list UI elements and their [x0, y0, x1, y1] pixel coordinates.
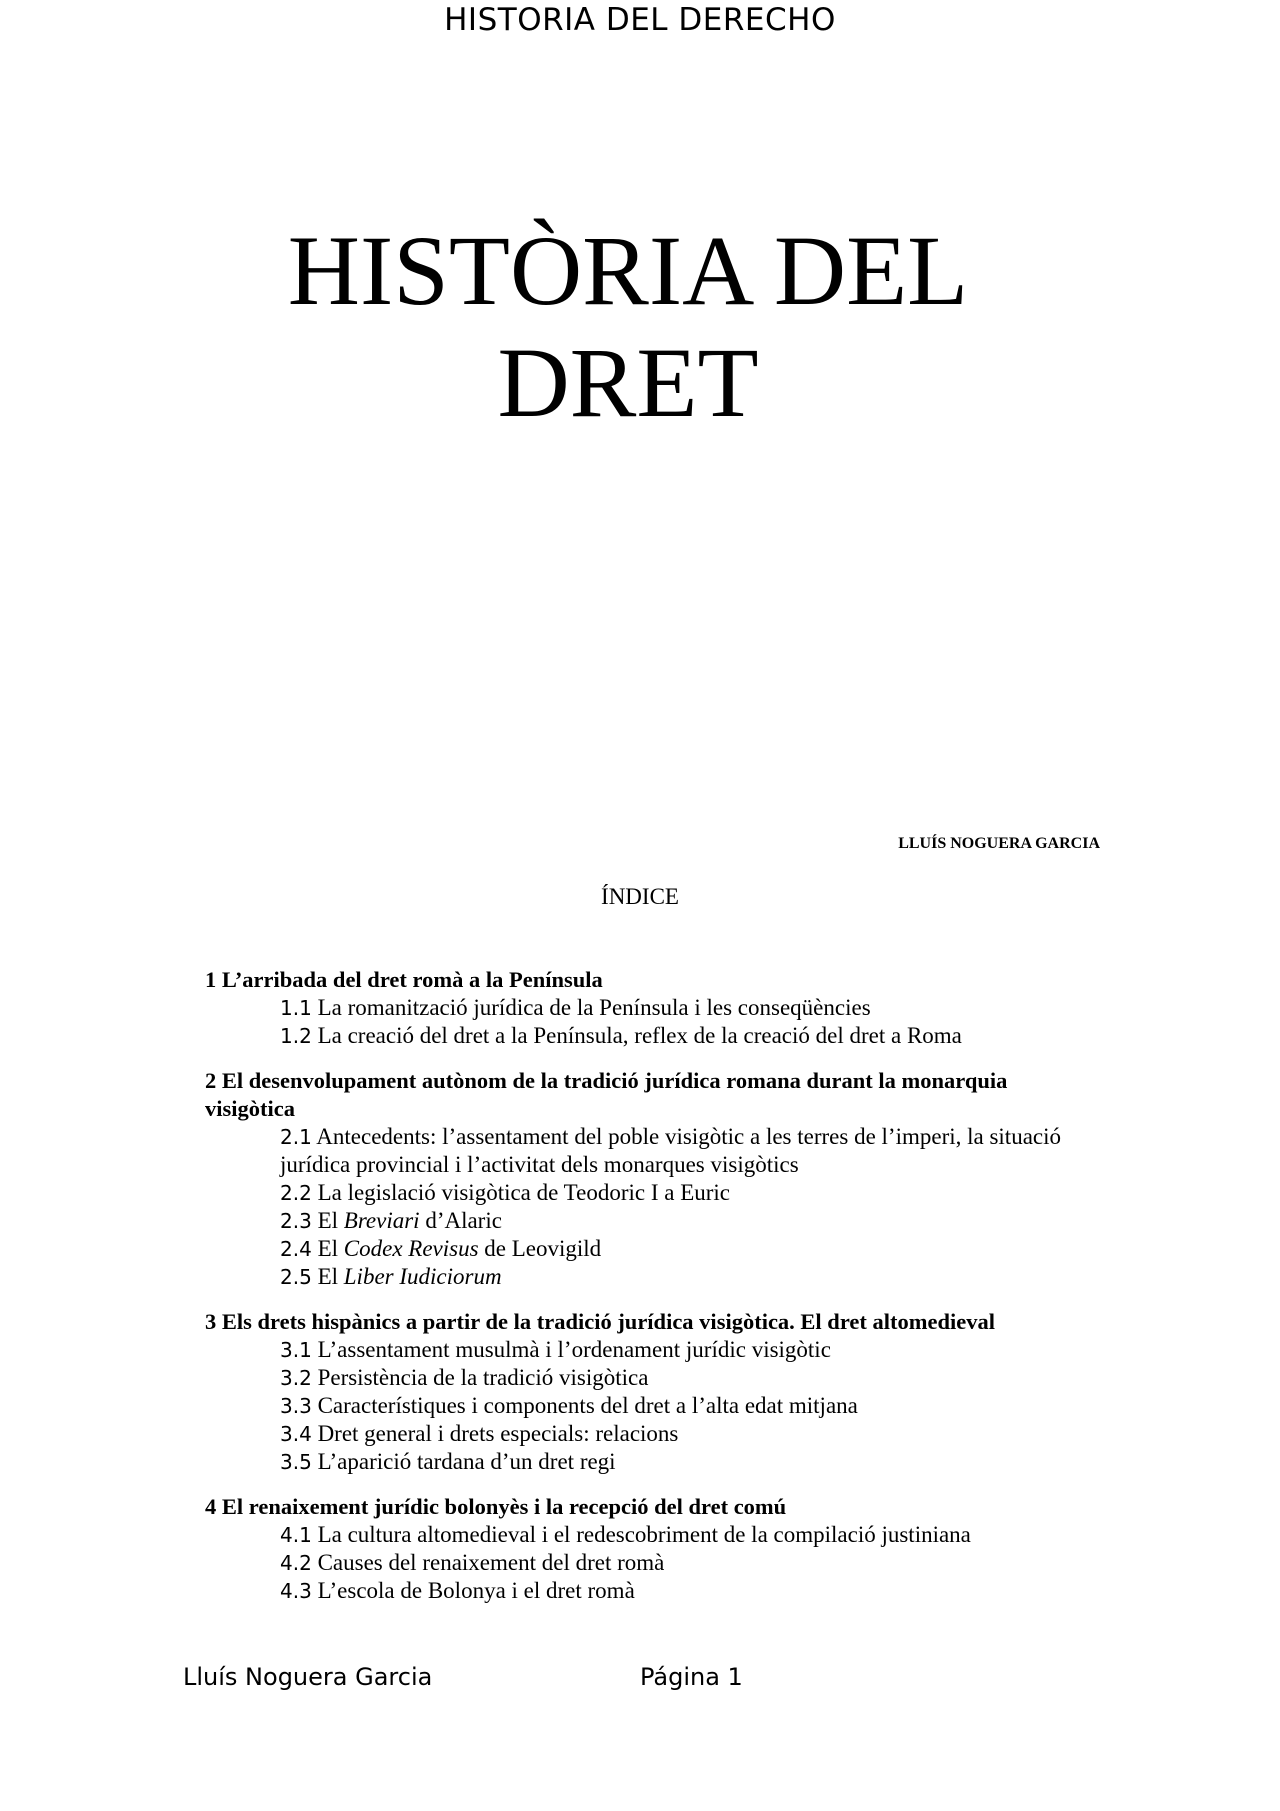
toc-item: [205, 994, 1085, 1022]
toc-item: [205, 1521, 1085, 1549]
toc-item-number: 3.1: [280, 1338, 312, 1362]
toc-section: [205, 1308, 1085, 1476]
toc-item-text: de Leovigild: [478, 1236, 602, 1261]
toc-item: [205, 1263, 1085, 1291]
toc-section: [205, 1493, 1085, 1605]
toc-section-title: 4 El renaixement jurídic bolonyès i la recepció del dret comú: [205, 1494, 787, 1519]
toc-item-text: La cultura altomedieval i el redescobriment de la compilació justiniana: [317, 1522, 971, 1547]
index-heading: ÍNDICE: [601, 884, 679, 909]
toc-item-text: Antecedents: l’assentament del poble visigòtic a les terres de l’imperi, la situació jurídica provincial i l’activitat dels monarques visigòtics: [280, 1124, 1062, 1177]
toc-item-number: 1.2: [280, 1024, 312, 1048]
toc-item: [205, 1392, 1085, 1420]
toc-item-number: 3.4: [280, 1422, 312, 1446]
toc-item-text: El: [317, 1208, 344, 1233]
toc-section-title: 2 El desenvolupament autònom de la tradició jurídica romana durant la monarquia visigòtica: [205, 1068, 1008, 1121]
toc-item: [205, 1207, 1085, 1235]
toc-item-text: El: [317, 1264, 344, 1289]
toc-item: [205, 1364, 1085, 1392]
toc-item-number: 2.2: [280, 1181, 312, 1205]
table-of-contents: [205, 966, 1085, 1622]
toc-item: [205, 1336, 1085, 1364]
toc-item-number: 4.2: [280, 1551, 312, 1575]
toc-item: [205, 1179, 1085, 1207]
toc-item-number: 3.3: [280, 1394, 312, 1418]
footer-author: Lluís Noguera Garcia: [183, 1663, 433, 1691]
toc-item-number: 3.2: [280, 1366, 312, 1390]
toc-item: [205, 1420, 1085, 1448]
toc-item: [205, 1123, 1085, 1179]
toc-section: [205, 966, 1085, 1050]
toc-item-text: El: [317, 1236, 344, 1261]
toc-item-number: 1.1: [280, 996, 312, 1020]
toc-item: [205, 1577, 1085, 1605]
title-line-2: DRET: [497, 327, 759, 438]
toc-item-number: 2.1: [280, 1125, 312, 1149]
toc-item-number: 2.3: [280, 1209, 312, 1233]
toc-item-text: L’aparició tardana d’un dret regi: [317, 1449, 616, 1474]
page-header: HISTORIA DEL DERECHO: [444, 2, 836, 38]
toc-section-title: 3 Els drets hispànics a partir de la tradició jurídica visigòtica. El dret altomedieval: [205, 1309, 995, 1334]
toc-item-text: d’Alaric: [419, 1208, 502, 1233]
title-line-1: HISTÒRIA DEL: [287, 215, 969, 326]
toc-item: [205, 1022, 1085, 1050]
toc-item-italic-title: Codex Revisus: [343, 1236, 479, 1261]
toc-item-text: L’assentament musulmà i l’ordenament jurídic visigòtic: [317, 1337, 831, 1362]
toc-item-text: Causes del renaixement del dret romà: [317, 1550, 665, 1575]
footer-page-number: Página 1: [640, 1663, 743, 1691]
toc-item: [205, 1549, 1085, 1577]
toc-item-italic-title: Liber Iudiciorum: [343, 1264, 502, 1289]
toc-item-number: 2.5: [280, 1265, 312, 1289]
toc-item: [205, 1235, 1085, 1263]
toc-section-title: 1 L’arribada del dret romà a la Península: [205, 967, 603, 992]
toc-item-italic-title: Breviari: [343, 1208, 420, 1233]
author-name: LLUÍS NOGUERA GARCIA: [898, 835, 1100, 852]
toc-item-text: L’escola de Bolonya i el dret romà: [317, 1578, 635, 1603]
toc-item-number: 3.5: [280, 1450, 312, 1474]
toc-item-text: La legislació visigòtica de Teodoric I a Euric: [317, 1180, 731, 1205]
toc-item-number: 4.3: [280, 1579, 312, 1603]
toc-item-text: Dret general i drets especials: relacions: [317, 1421, 679, 1446]
toc-item-text: La romanització jurídica de la Península i les conseqüències: [317, 995, 871, 1020]
toc-item-text: Característiques i components del dret a l’alta edat mitjana: [317, 1393, 858, 1418]
toc-section: [205, 1067, 1085, 1291]
toc-item-text: Persistència de la tradició visigòtica: [317, 1365, 649, 1390]
document-title: [0, 215, 1256, 439]
toc-item: [205, 1448, 1085, 1476]
toc-item-number: 2.4: [280, 1237, 312, 1261]
toc-item-number: 4.1: [280, 1523, 312, 1547]
toc-item-text: La creació del dret a la Península, reflex de la creació del dret a Roma: [317, 1023, 962, 1048]
